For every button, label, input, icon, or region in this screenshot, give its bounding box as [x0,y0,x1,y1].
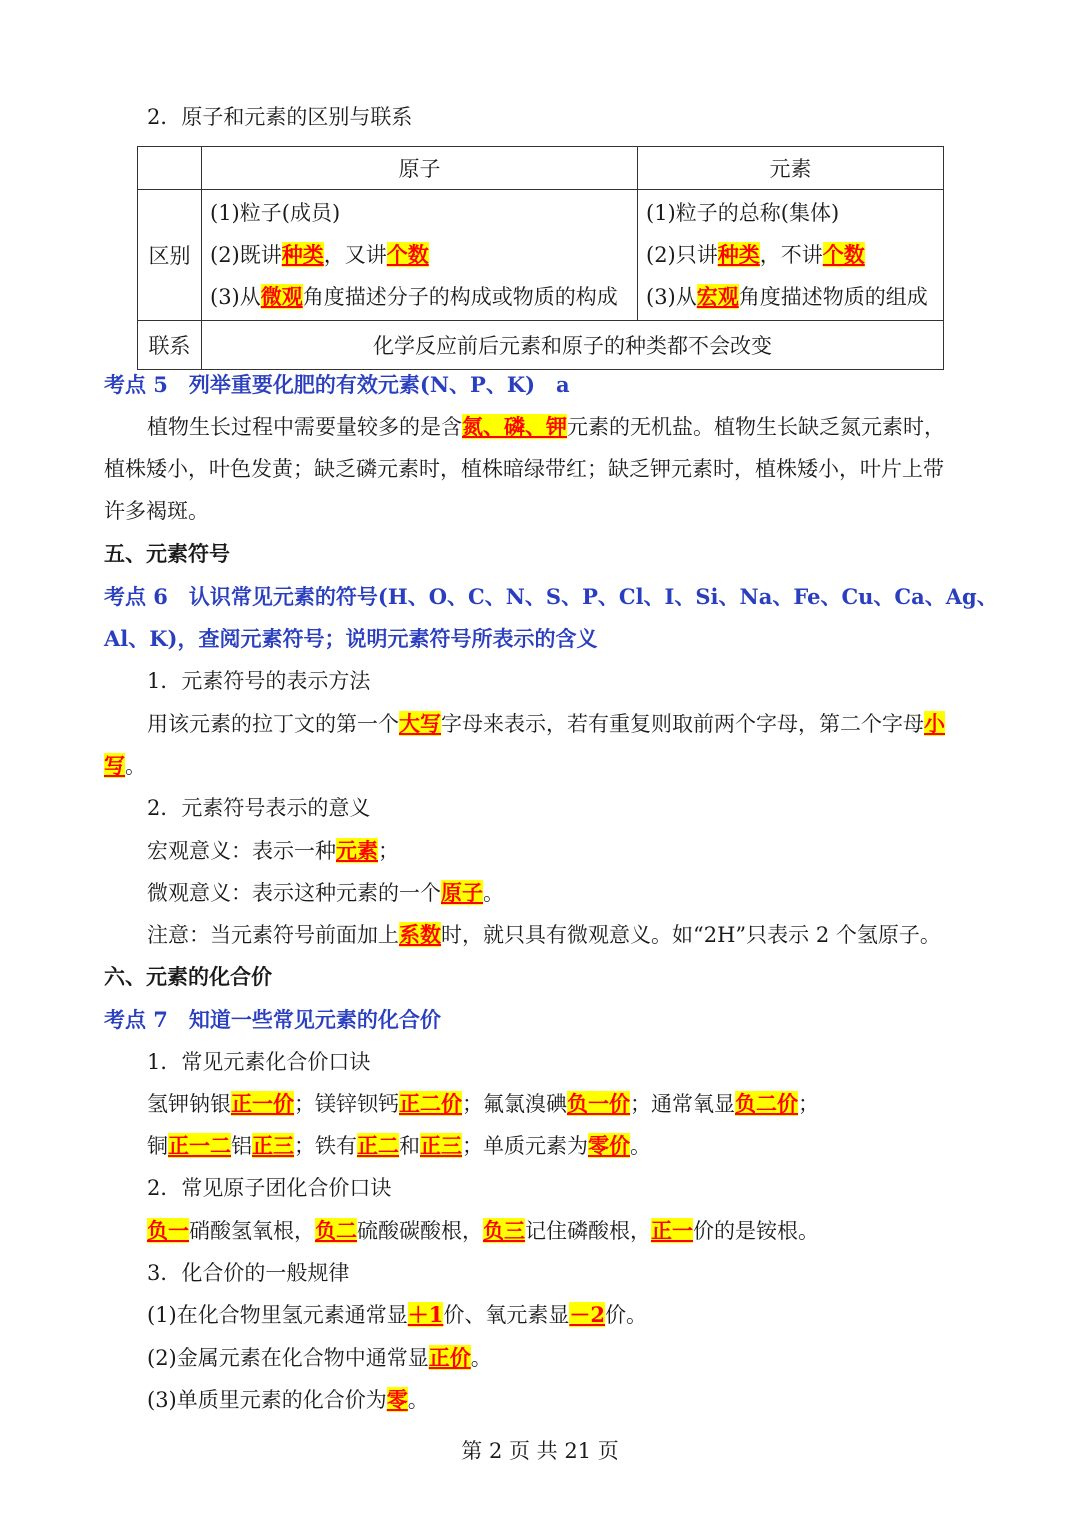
kp6-s1-para: 用该元素的拉丁文的第一个大写字母来表示，若有重复则取前两个字母，第二个字母小 [147,711,945,736]
kp7-rule-2: (2)金属元素在化合物中通常显正价。 [147,1345,492,1370]
link-cell: 化学反应前后元素和原子的种类都不会改变 [202,321,944,370]
page-footer: 第 2 页 共 21 页 [461,1439,619,1463]
kp7-s2-title: 2．常见原子团化合价口诀 [147,1176,392,1200]
atom-diff-2: (2)既讲种类，又讲个数 [210,242,429,267]
kp7-s3-title: 3．化合价的一般规律 [147,1261,350,1285]
row-label-diff: 区别 [138,190,202,321]
kp7-s1-title: 1．常见元素化合价口诀 [147,1050,371,1074]
kp6-title-2: Al、K)，查阅元素符号；说明元素符号所表示的含义 [104,626,598,651]
kp6-title-1: 考点 6 认识常见元素的符号(H、O、C、N、S、P、Cl、I、Si、Na、Fe、Cu、Ca、Ag、 [104,584,998,609]
atom-element-table [137,146,944,370]
kp5-para-2: 植株矮小，叶色发黄；缺乏磷元素时，植株暗绿带红；缺乏钾元素时，植株矮小，叶片上带 [104,457,944,481]
atom-diff-1: (1)粒子(成员) [210,201,341,225]
kp6-note: 注意：当元素符号前面加上系数时，就只具有微观意义。如“2H”只表示 2 个氢原子。 [147,922,941,947]
kp6-s2-title: 2．元素符号表示的意义 [147,796,371,820]
row-label-link: 联系 [138,321,202,370]
kp6-s1-para-2: 写。 [104,753,146,778]
kp6-s1-title: 1．元素符号的表示方法 [147,669,371,693]
section-6-title: 六、元素的化合价 [104,964,272,989]
atom-diff-3: (3)从微观角度描述分子的构成或物质的构成 [210,284,618,309]
section-2-title: 2．原子和元素的区别与联系 [147,105,413,129]
kp7-rule-1: (1)在化合物里氢元素通常显＋1价、氧元素显－2价。 [147,1302,647,1327]
element-diff-cell [638,190,944,321]
element-diff-3: (3)从宏观角度描述物质的组成 [646,284,928,309]
kp5-title: 考点 5 列举重要化肥的有效元素(N、P、K) a [104,372,570,397]
kp6-micro: 微观意义：表示这种元素的一个原子。 [147,880,504,905]
kp7-verse-1: 氢钾钠银正一价；镁锌钡钙正二价；氟氯溴碘负一价；通常氧显负二价； [147,1091,819,1116]
element-diff-1: (1)粒子的总称(集体) [646,201,840,225]
kp7-title: 考点 7 知道一些常见元素的化合价 [104,1007,441,1032]
kp7-verse-2: 铜正一二铝正三；铁有正二和正三；单质元素为零价。 [147,1133,651,1158]
kp5-para-1: 植物生长过程中需要量较多的是含氮、磷、钾元素的无机盐。植物生长缺乏氮元素时， [147,414,945,439]
atom-diff-cell [202,190,638,321]
section-5-title: 五、元素符号 [104,541,230,566]
kp7-rule-3: (3)单质里元素的化合价为零。 [147,1387,429,1412]
table-corner [138,147,202,190]
kp7-group-verse: 负一硝酸氢氧根，负二硫酸碳酸根，负三记住磷酸根，正一价的是铵根。 [147,1218,819,1243]
header-element: 元素 [638,147,944,190]
kp6-macro: 宏观意义：表示一种元素； [147,838,399,863]
element-diff-2: (2)只讲种类，不讲个数 [646,242,865,267]
kp5-para-3: 许多褐斑。 [104,499,209,523]
header-atom: 原子 [202,147,638,190]
